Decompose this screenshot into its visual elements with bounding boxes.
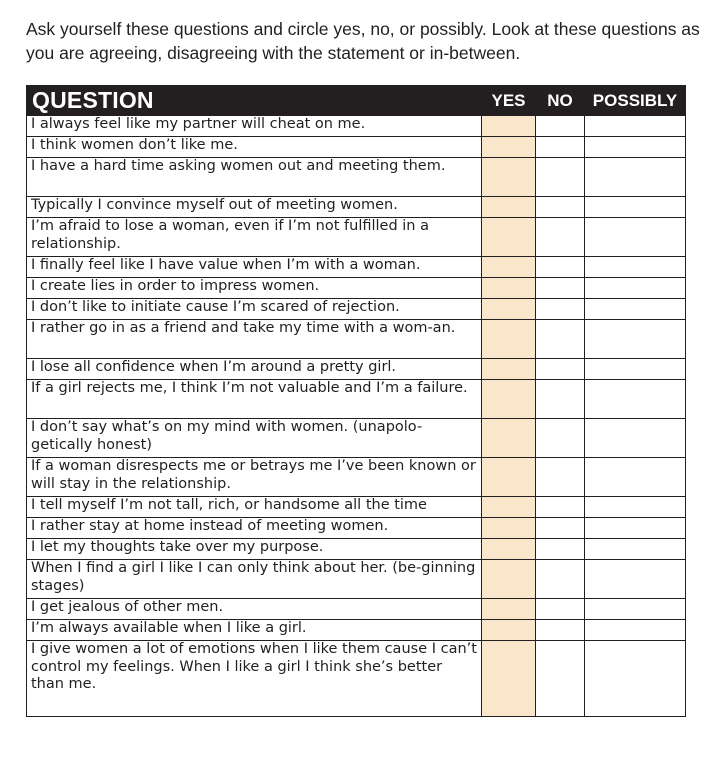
yes-answer-cell[interactable]	[482, 197, 536, 218]
no-column-header: NO	[536, 86, 585, 116]
table-row	[27, 278, 686, 299]
questionnaire-table	[26, 85, 686, 717]
question-text: When I find a girl I like I can only think about her. (be-ginning stages)	[27, 560, 482, 599]
yes-answer-cell[interactable]	[482, 518, 536, 539]
table-row	[27, 158, 686, 197]
yes-answer-cell[interactable]	[482, 359, 536, 380]
table-row	[27, 641, 686, 717]
table-row	[27, 137, 686, 158]
table-row	[27, 539, 686, 560]
table-row	[27, 497, 686, 518]
no-answer-cell[interactable]	[536, 359, 585, 380]
possibly-answer-cell[interactable]	[585, 560, 686, 599]
yes-column-header: YES	[482, 86, 536, 116]
question-text: I rather go in as a friend and take my time with a wom-an.	[27, 320, 482, 359]
no-answer-cell[interactable]	[536, 320, 585, 359]
possibly-answer-cell[interactable]	[585, 257, 686, 278]
question-text: I rather stay at home instead of meeting women.	[27, 518, 482, 539]
no-answer-cell[interactable]	[536, 197, 585, 218]
table-row	[27, 518, 686, 539]
yes-answer-cell[interactable]	[482, 380, 536, 419]
no-answer-cell[interactable]	[536, 641, 585, 717]
yes-answer-cell[interactable]	[482, 137, 536, 158]
question-text: I let my thoughts take over my purpose.	[27, 539, 482, 560]
no-answer-cell[interactable]	[536, 380, 585, 419]
table-row	[27, 419, 686, 458]
table-row	[27, 560, 686, 599]
yes-answer-cell[interactable]	[482, 641, 536, 717]
table-row	[27, 380, 686, 419]
table-row	[27, 116, 686, 137]
no-answer-cell[interactable]	[536, 158, 585, 197]
yes-answer-cell[interactable]	[482, 116, 536, 137]
possibly-answer-cell[interactable]	[585, 359, 686, 380]
yes-answer-cell[interactable]	[482, 560, 536, 599]
yes-answer-cell[interactable]	[482, 278, 536, 299]
yes-answer-cell[interactable]	[482, 620, 536, 641]
possibly-answer-cell[interactable]	[585, 599, 686, 620]
yes-answer-cell[interactable]	[482, 158, 536, 197]
table-row	[27, 320, 686, 359]
table-row	[27, 197, 686, 218]
possibly-answer-cell[interactable]	[585, 116, 686, 137]
question-text: I create lies in order to impress women.	[27, 278, 482, 299]
no-answer-cell[interactable]	[536, 278, 585, 299]
question-text: I lose all confidence when I’m around a pretty girl.	[27, 359, 482, 380]
table-row	[27, 599, 686, 620]
possibly-answer-cell[interactable]	[585, 158, 686, 197]
table-header-row	[27, 86, 686, 116]
possibly-answer-cell[interactable]	[585, 380, 686, 419]
possibly-answer-cell[interactable]	[585, 518, 686, 539]
no-answer-cell[interactable]	[536, 518, 585, 539]
yes-answer-cell[interactable]	[482, 299, 536, 320]
yes-answer-cell[interactable]	[482, 218, 536, 257]
no-answer-cell[interactable]	[536, 620, 585, 641]
possibly-answer-cell[interactable]	[585, 137, 686, 158]
no-answer-cell[interactable]	[536, 599, 585, 620]
no-answer-cell[interactable]	[536, 116, 585, 137]
no-answer-cell[interactable]	[536, 419, 585, 458]
question-text: I always feel like my partner will cheat on me.	[27, 116, 482, 137]
question-text: I finally feel like I have value when I’m with a woman.	[27, 257, 482, 278]
possibly-answer-cell[interactable]	[585, 197, 686, 218]
no-answer-cell[interactable]	[536, 560, 585, 599]
possibly-answer-cell[interactable]	[585, 641, 686, 717]
table-row	[27, 299, 686, 320]
table-row	[27, 458, 686, 497]
possibly-answer-cell[interactable]	[585, 620, 686, 641]
yes-answer-cell[interactable]	[482, 539, 536, 560]
question-text: I think women don’t like me.	[27, 137, 482, 158]
table-row	[27, 359, 686, 380]
table-row	[27, 620, 686, 641]
possibly-answer-cell[interactable]	[585, 539, 686, 560]
instructions-text: Ask yourself these questions and circle yes, no, or possibly. Look at these questions as you are agreeing, disagreeing with the statement or in-between.	[26, 19, 700, 63]
no-answer-cell[interactable]	[536, 299, 585, 320]
question-text: Typically I convince myself out of meeting women.	[27, 197, 482, 218]
question-text: If a girl rejects me, I think I’m not valuable and I’m a failure.	[27, 380, 482, 419]
yes-answer-cell[interactable]	[482, 497, 536, 518]
yes-answer-cell[interactable]	[482, 320, 536, 359]
question-text: I tell myself I’m not tall, rich, or handsome all the time	[27, 497, 482, 518]
question-text: I don’t say what’s on my mind with women. (unapolo-getically honest)	[27, 419, 482, 458]
table-row	[27, 218, 686, 257]
yes-answer-cell[interactable]	[482, 599, 536, 620]
no-answer-cell[interactable]	[536, 539, 585, 560]
yes-answer-cell[interactable]	[482, 458, 536, 497]
possibly-answer-cell[interactable]	[585, 299, 686, 320]
no-answer-cell[interactable]	[536, 497, 585, 518]
possibly-answer-cell[interactable]	[585, 278, 686, 299]
question-column-header: QUESTION	[27, 86, 482, 116]
no-answer-cell[interactable]	[536, 137, 585, 158]
possibly-answer-cell[interactable]	[585, 419, 686, 458]
yes-answer-cell[interactable]	[482, 419, 536, 458]
question-text: I’m afraid to lose a woman, even if I’m not fulfilled in a relationship.	[27, 218, 482, 257]
possibly-column-header: POSSIBLY	[585, 86, 686, 116]
no-answer-cell[interactable]	[536, 257, 585, 278]
question-text: I’m always available when I like a girl.	[27, 620, 482, 641]
question-text: I get jealous of other men.	[27, 599, 482, 620]
question-text: I give women a lot of emotions when I like them cause I can’t control my feelings. When I like a girl I think she’s better than me.	[27, 641, 482, 717]
question-text: If a woman disrespects me or betrays me I’ve been known or will stay in the relationship.	[27, 458, 482, 497]
table-row	[27, 257, 686, 278]
yes-answer-cell[interactable]	[482, 257, 536, 278]
possibly-answer-cell[interactable]	[585, 458, 686, 497]
no-answer-cell[interactable]	[536, 218, 585, 257]
no-answer-cell[interactable]	[536, 458, 585, 497]
question-text: I don’t like to initiate cause I’m scared of rejection.	[27, 299, 482, 320]
possibly-answer-cell[interactable]	[585, 497, 686, 518]
question-text: I have a hard time asking women out and meeting them.	[27, 158, 482, 197]
possibly-answer-cell[interactable]	[585, 218, 686, 257]
possibly-answer-cell[interactable]	[585, 320, 686, 359]
